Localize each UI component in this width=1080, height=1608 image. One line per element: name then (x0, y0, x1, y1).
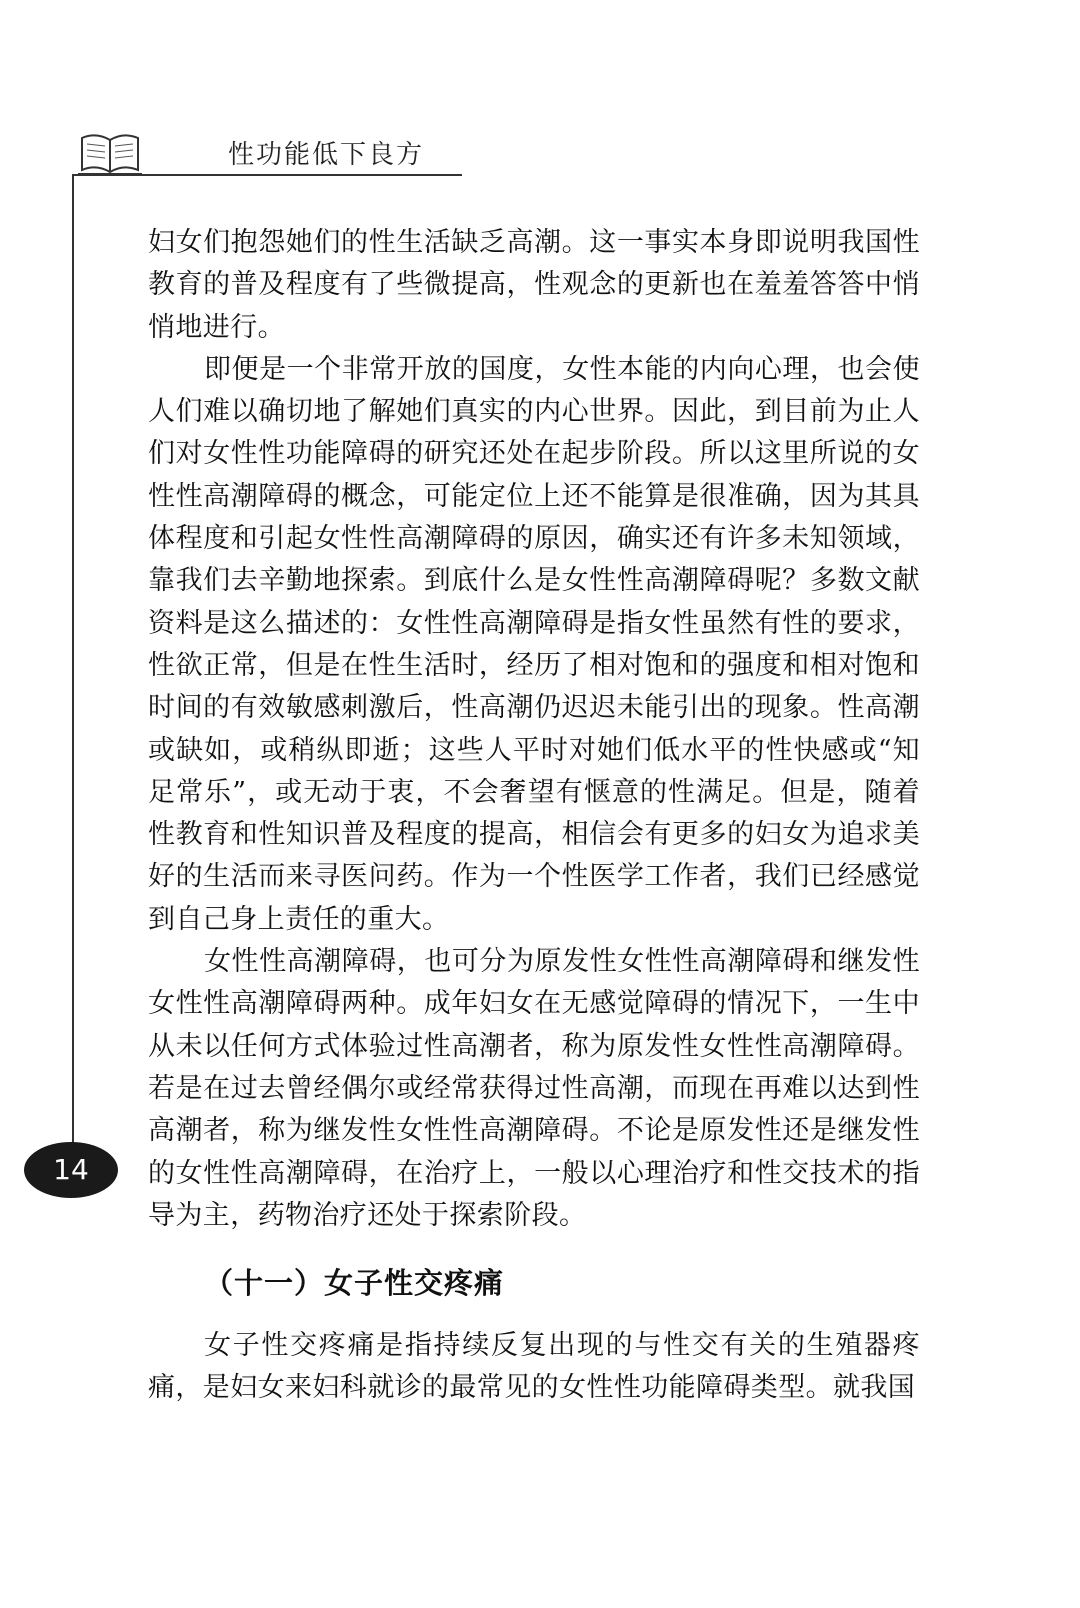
paragraph: 即便是一个非常开放的国度，女性本能的内向心理，也会使人们难以确切地了解她们真实的内心世界。因此，到目前为止人们对女性性功能障碍的研究还处在起步阶段。所以这里所说的女性性高潮障碍的概念，可能定位上还不能算是很准确，因为其具体程度和引起女性性高潮障碍的原因，确实还有许多未知领域，靠我们去辛勤地探索。到底什么是女性性高潮障碍呢？多数文献资料是这么描述的：女性性高潮障碍是指女性虽然有性的要求，性欲正常，但是在性生活时，经历了相对饱和的强度和相对饱和时间的有效敏感刺激后，性高潮仍迟迟未能引出的现象。性高潮或缺如，或稍纵即逝；这些人平时对她们低水平的性快感或“知足常乐”，或无动于衷，不会奢望有惬意的性满足。但是，随着性教育和性知识普及程度的提高，相信会有更多的妇女为追求美好的生活而来寻医问药。作为一个性医学工作者，我们已经感觉到自己身上责任的重大。 (148, 353, 920, 935)
paragraph: 妇女们抱怨她们的性生活缺乏高潮。这一事实本身即说明我国性教育的普及程度有了些微提高，性观念的更新也在羞羞答答中悄悄地进行。 (148, 227, 920, 343)
header-rule (72, 174, 462, 176)
margin-rule (72, 174, 74, 1174)
running-title: 性功能低下良方 (228, 140, 425, 170)
page-body (148, 222, 920, 1410)
open-book-icon (78, 130, 142, 176)
page-header (0, 0, 1080, 180)
paragraph: 女子性交疼痛是指持续反复出现的与性交有关的生殖器疼痛，是妇女来妇科就诊的最常见的女性性功能障碍类型。就我国 (148, 1330, 920, 1404)
paragraph: 女性性高潮障碍，也可分为原发性女性性高潮障碍和继发性女性性高潮障碍两种。成年妇女在无感觉障碍的情况下，一生中从未以任何方式体验过性高潮者，称为原发性女性性高潮障碍。若是在过去曾经偶尔或经常获得过性高潮，而现在再难以达到性高潮者，称为继发性女性性高潮障碍。不论是原发性还是继发性的女性性高潮障碍，在治疗上，一般以心理治疗和性交技术的指导为主，药物治疗还处于探索阶段。 (148, 946, 920, 1231)
page-number: 14 (24, 1142, 118, 1198)
section-heading: （十一）女子性交疼痛 (204, 1266, 505, 1301)
